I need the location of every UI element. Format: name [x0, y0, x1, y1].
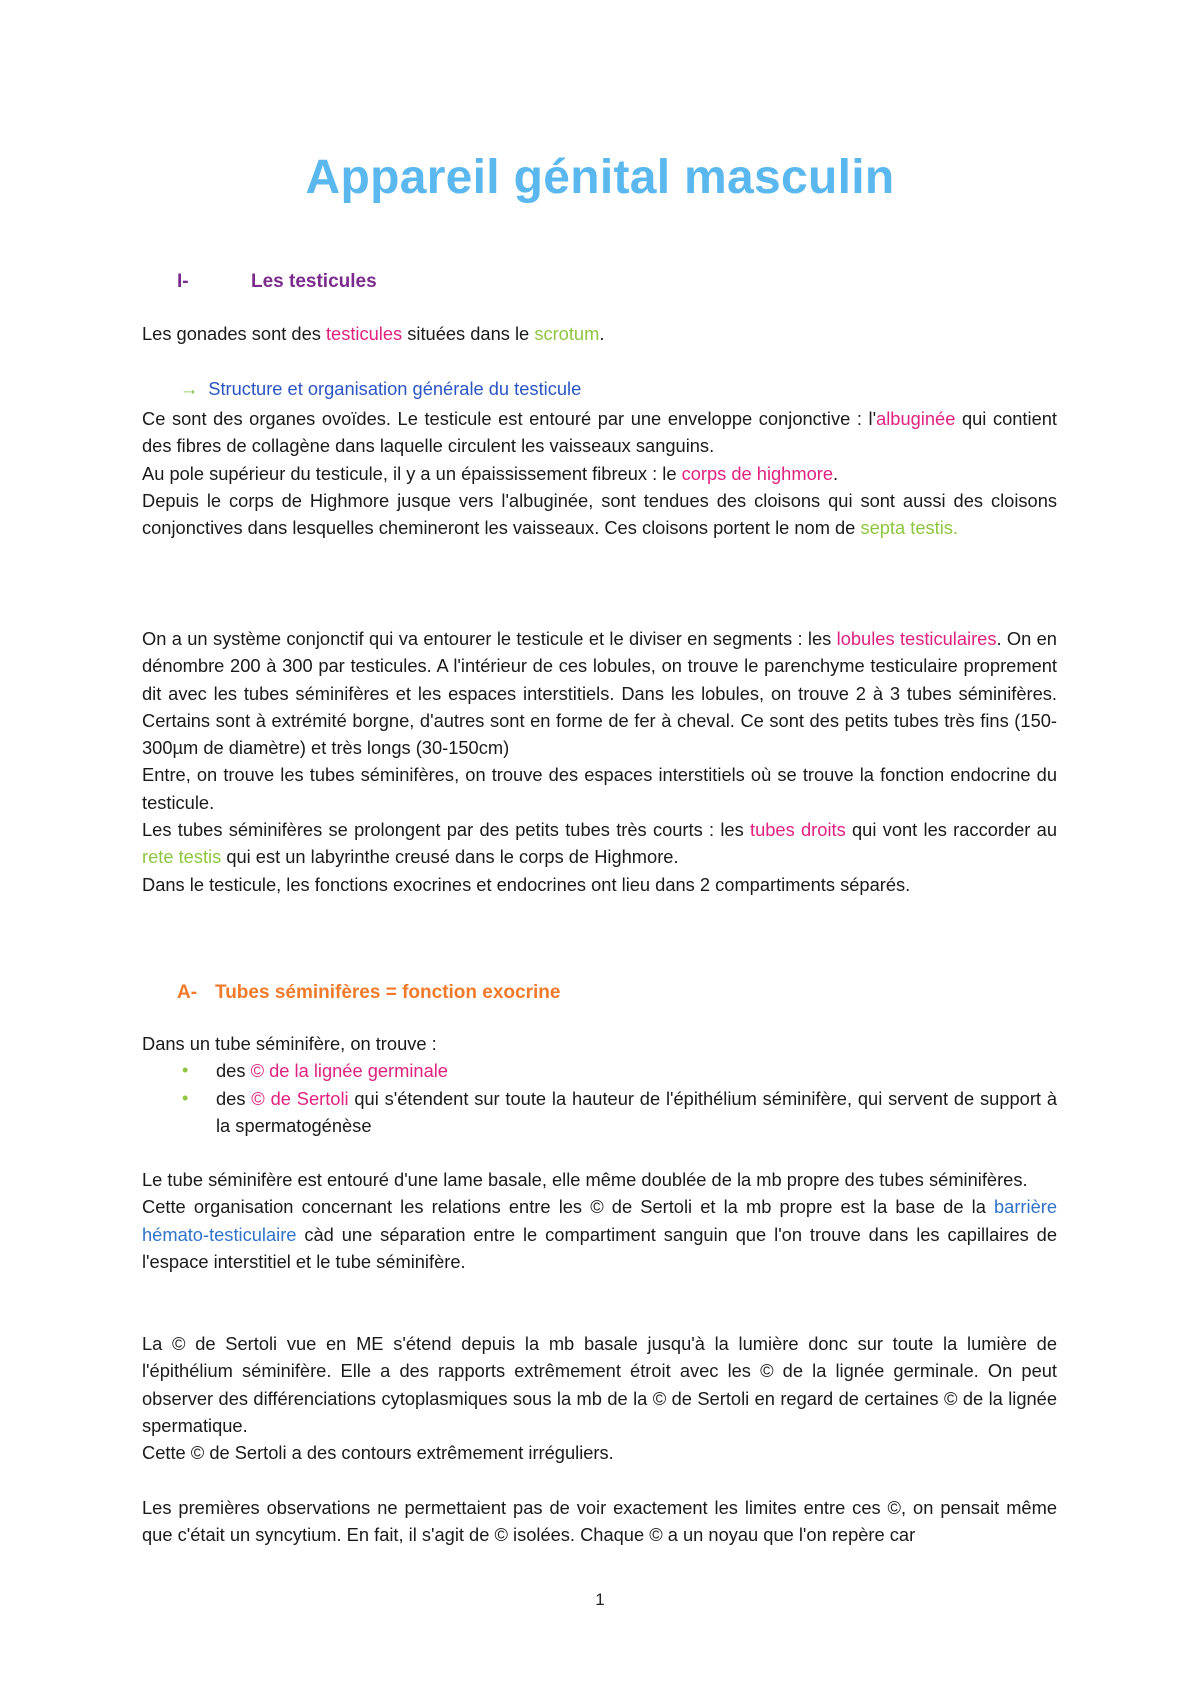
arrow-right-icon: → [180, 378, 199, 399]
bullet-icon: • [182, 1087, 189, 1108]
text: des [216, 1060, 251, 1082]
list-item [142, 1085, 1057, 1140]
text: Ce sont des organes ovoïdes. Le testicule est entouré par une enveloppe conjonctive : l' [142, 408, 877, 429]
subsection-heading-tubes [177, 982, 560, 1004]
page-number: 1 [595, 1590, 605, 1609]
text: Entre, on trouve les tubes séminifères, on trouve des espaces interstitiels où se trouve la fonction endocrine du testicule. [142, 764, 1057, 813]
document-title: Appareil génital masculin [305, 151, 895, 204]
text: qui contient des fibres de collagène dans laquelle circulent les vaisseaux sanguins. [142, 408, 1057, 457]
paragraph-tube-content [142, 1030, 1057, 1139]
text: Le tube séminifère est entouré d'une lame basale, elle même doublée de la mb propre des tubes séminifères. [142, 1169, 1028, 1190]
text: La © de Sertoli vue en ME s'étend depuis la mb basale jusqu'à la lumière donc sur toute la lumière de l'épithélium séminifère. Elle a des rapports extrêmement étroit avec les © de la lignée germinale. On peut observer des différenciations cytoplasmiques sous la mb de la © de Sertoli en regard de certaines © de la lignée spermatique. [142, 1333, 1057, 1436]
text: qui s'étendent sur toute la hauteur de l'épithélium séminifère, qui servent de support à la spermatogénèse [216, 1087, 1057, 1136]
term-corps-highmore: corps de highmore [681, 462, 834, 484]
term-sertoli: © de Sertoli [251, 1087, 349, 1109]
bullet-icon: • [182, 1060, 189, 1081]
term-tubes-droits: tubes droits [750, 819, 846, 841]
text: Cette organisation concernant les relations entre les © de Sertoli et la mb propre est la base de la [142, 1196, 994, 1218]
text: Les gonades sont des [142, 323, 326, 344]
section-number: I- [177, 271, 189, 292]
subsection-label: Tubes séminifères = fonction exocrine [215, 982, 561, 1003]
term-barriere: barrière hémato-testiculaire [142, 1196, 1057, 1245]
bullet-list [142, 1057, 1057, 1139]
subheading-text: Structure et organisation générale du testicule [208, 378, 582, 399]
section-label: Les testicules [251, 271, 377, 292]
term-lignee-germinale: © de la lignée germinale [250, 1060, 448, 1082]
subheading-structure [180, 378, 581, 400]
text: . [833, 462, 839, 484]
text: Dans le testicule, les fonctions exocrines et endocrines ont lieu dans 2 compartiments séparés. [142, 873, 911, 895]
text: Cette © de Sertoli a des contours extrêmement irréguliers. [142, 1442, 614, 1464]
text: Les tubes séminifères se prolongent par des petits tubes très courts : les [142, 819, 751, 841]
text: Dans un tube séminifère, on trouve : [142, 1033, 437, 1054]
term-septa-testis: septa testis. [860, 517, 958, 539]
text: Les premières observations ne permettaient pas de voir exactement les limites entre ces ©, on pensait même que c'était un syncytium. En fait, il s'agit de © isolées. Chaque © a un noyau que l'on repère car [142, 1497, 1057, 1546]
list-item [142, 1057, 1057, 1084]
text: càd une séparation entre le compartiment sanguin que l'on trouve dans les capillaires de l'espace interstitiel et le tube séminifère. [142, 1223, 1057, 1272]
paragraph-lobules [142, 625, 1057, 898]
paragraph-intro [142, 320, 1057, 347]
paragraph-sertoli [142, 1330, 1057, 1466]
paragraph-observations [142, 1494, 1057, 1549]
term-scrotum: scrotum [534, 323, 600, 344]
text: situées dans le [402, 323, 535, 344]
text: Depuis le corps de Highmore jusque vers l'albuginée, sont tendues des cloisons qui sont aussi des cloisons conjonctives dans lesquelles chemineront les vaisseaux. Ces cloisons portent le nom de [142, 489, 1057, 539]
term-albuginee: albuginée [876, 408, 956, 429]
paragraph-lame-basale [142, 1166, 1057, 1275]
paragraph-structure [142, 405, 1057, 541]
term-rete-testis: rete testis [142, 846, 222, 868]
subsection-number: A- [177, 982, 198, 1003]
term-testicules: testicules [325, 323, 403, 344]
text: . [599, 323, 605, 344]
section-heading-testicules [177, 271, 377, 293]
text: des [216, 1087, 252, 1109]
text: qui vont les raccorder au [845, 819, 1057, 841]
text: Au pole supérieur du testicule, il y a un épaississement fibreux : le [142, 462, 682, 484]
text: qui est un labyrinthe creusé dans le corps de Highmore. [221, 846, 679, 868]
text: . On en dénombre 200 à 300 par testicules. A l'intérieur de ces lobules, on trouve le parenchyme testiculaire proprement dit avec les tubes séminifères et les espaces interstitiels. Dans les lobules, on trouve 2 à 3 tubes séminifères. Certains sont à extrémité borgne, d'autres sont en forme de fer à cheval. Ce sont des petits tubes très fins (150-300µm de diamètre) et très longs (30-150cm) [142, 628, 1057, 759]
text: On a un système conjonctif qui va entourer le testicule et le diviser en segments : les [142, 628, 837, 649]
term-lobules: lobules testiculaires [836, 628, 997, 649]
